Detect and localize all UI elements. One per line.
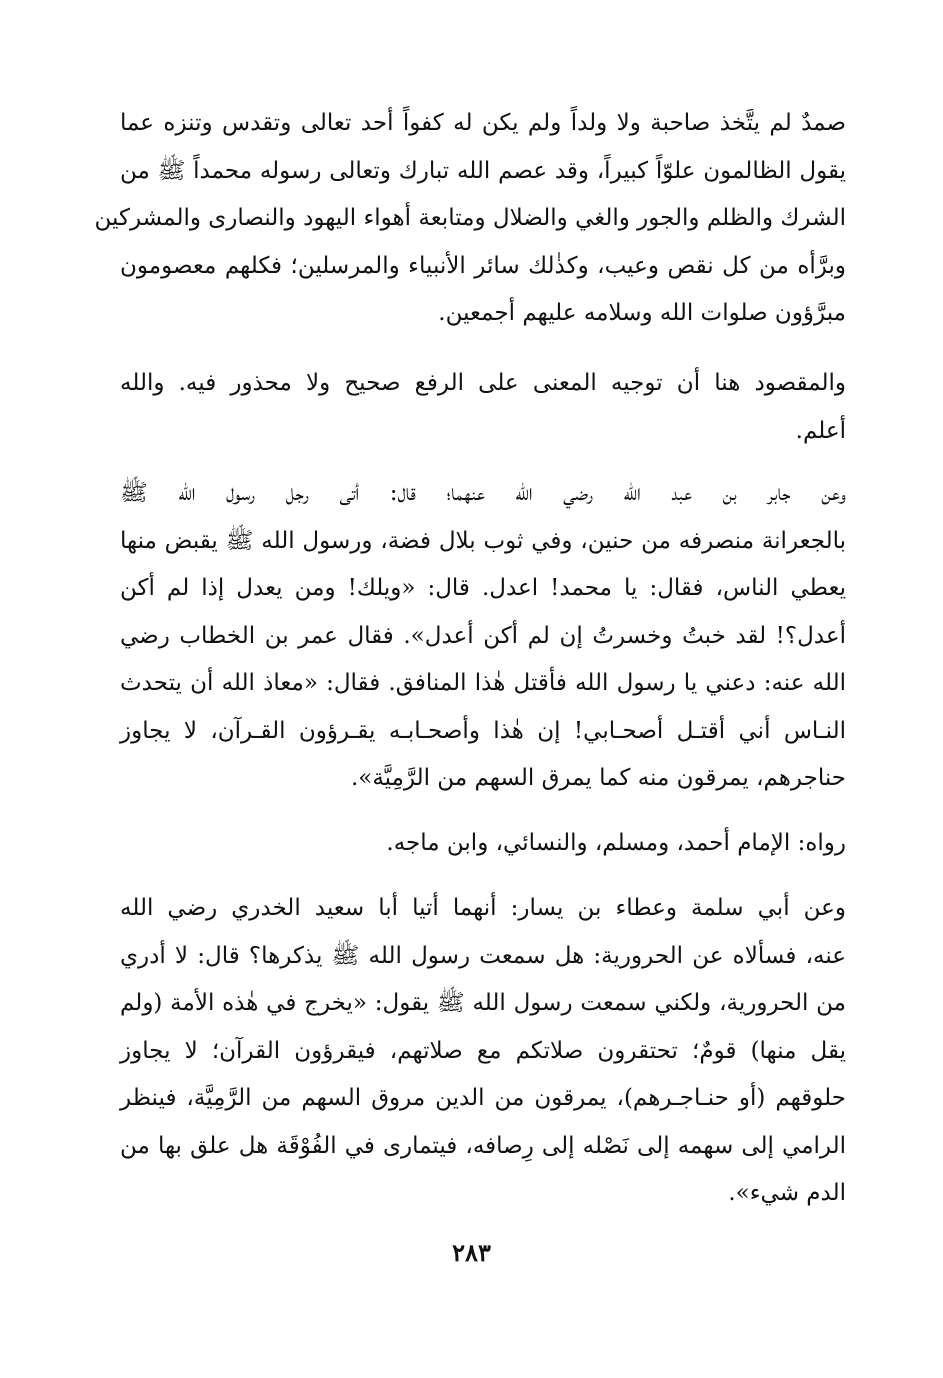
- text-line: مبرَّؤون صلوات الله وسلامه عليهم أجمعين.: [438, 300, 846, 326]
- paragraph-5: [120, 885, 846, 1218]
- paragraph-1: [94, 100, 846, 338]
- text-line: النـاس أني أقتـل أصحـابي! إن هٰذا وأصحـابـه يقـرؤون القـرآن، لا يجاوز: [120, 717, 846, 744]
- text-line: بالجعرانة منصرفه من حنين، وفي ثوب بلال فضة، ورسول الله ﷺ يقبض منها: [120, 527, 846, 554]
- text-line: وبرَّأه من كل نقص وعيب، وكذٰلك سائر الأنبياء والمرسلين؛ فكلهم معصومون: [120, 252, 846, 279]
- text-line: يقل منها) قومٌ؛ تحتقرون صلاتكم مع صلاتهم، فيقرؤون القرآن؛ لا يجاوز: [120, 1037, 846, 1064]
- text-line: وعن أبي سلمة وعطاء بن يسار: أنهما أتيا أبا سعيد الخدري رضي الله: [120, 895, 846, 921]
- paragraph-3: [120, 470, 846, 803]
- text-line: صمدٌ لم يتَّخذ صاحبة ولا ولداً ولم يكن له كفواً أحد تعالى وتقدس وتنزه عما: [120, 110, 846, 136]
- text-line: من الحرورية، ولكني سمعت رسول الله ﷺ يقول: «يخرج في هٰذه الأمة (ولم: [120, 990, 846, 1016]
- paragraph-4: [120, 820, 846, 868]
- text-line: يقول الظالمون علوّاً كبيراً، وقد عصم الله تبارك وتعالى رسوله محمداً ﷺ من: [120, 157, 846, 184]
- text-line: الله عنه: دعني يا رسول الله فأقتل هٰذا المنافق. فقال: «معاذ الله أن يتحدث: [120, 670, 846, 696]
- text-line: الرامي إلى سهمه إلى نَصْله إلى رِصافه، فيتمارى في الفُوْقَة هل علق بها من: [120, 1132, 846, 1159]
- text-line: يعطي الناس، فقال: يا محمد! اعدل. قال: «ويلك! ومن يعدل إذا لم أكن: [120, 575, 846, 601]
- text-line: أعلم.: [795, 417, 846, 444]
- text-line: والمقصود هنا أن توجيه المعنى على الرفع صحيح ولا محذور فيه. والله: [120, 370, 846, 396]
- text-line: عنه، فسألاه عن الحرورية: هل سمعت رسول الله ﷺ يذكرها؟ قال: لا أدري: [120, 942, 846, 969]
- text-line: رواه: الإمام أحمد، ومسلم، والنسائي، وابن ماجه.: [386, 830, 846, 856]
- text-line: حناجرهم، يمرقون منه كما يمرق السهم من الرَّمِيَّة».: [350, 765, 846, 791]
- text-line: الدم شيء».: [728, 1180, 846, 1206]
- page-number: ٢٨٣: [452, 1238, 491, 1267]
- text-line: حلوقهم (أو حنـاجـرهم)، يمرقون من الدين مروق السهم من الرَّمِيَّة، فينظر: [120, 1085, 846, 1111]
- text-line: أعدل؟! لقد خبتُ وخسرتُ إن لم أكن أعدل». فقال عمر بن الخطاب رضي: [120, 622, 846, 649]
- text-line: وعن جابر بن عبد الله رضي الله عنهما؛ قال: أتى رجل رسول الله ﷺ: [120, 480, 846, 506]
- paragraph-2: [120, 360, 846, 455]
- text-line: الشرك والظلم والجور والغي والضلال ومتابعة أهواء اليهود والنصارى والمشركين: [94, 205, 846, 231]
